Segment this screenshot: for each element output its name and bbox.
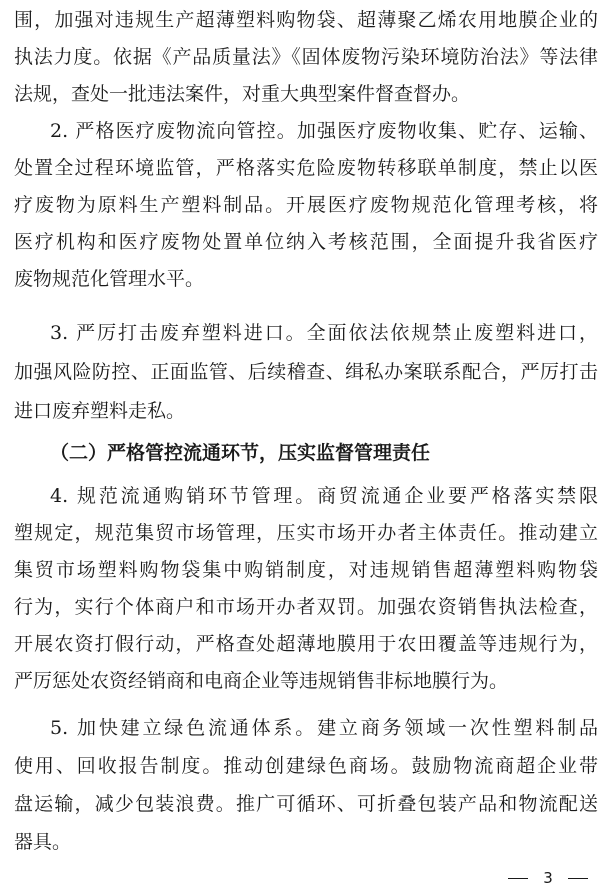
paragraph-line: 加强风险防控、正面监管、后续稽查、缉私办案联系配合，严厉打击 bbox=[14, 361, 598, 383]
paragraph-line: 行为，实行个体商户和市场开办者双罚。加强农资销售执法检查， bbox=[14, 596, 598, 618]
paragraph-line: 使用、回收报告制度。推动创建绿色商场。鼓励物流商超企业带 bbox=[14, 755, 598, 777]
paragraph-line: 废物规范化管理水平。 bbox=[14, 268, 205, 290]
page-number bbox=[508, 868, 588, 888]
paragraph-line: 围，加强对违规生产超薄塑料购物袋、超薄聚乙烯农用地膜企业的 bbox=[14, 9, 598, 31]
paragraph-line: 5. 加快建立绿色流通体系。建立商务领域一次性塑料制品 bbox=[50, 717, 598, 739]
paragraph-line: 3. 严厉打击废弃塑料进口。全面依法依规禁止废塑料进口， bbox=[50, 322, 598, 344]
paragraph-line: 严厉惩处农资经销商和电商企业等违规销售非标地膜行为。 bbox=[14, 670, 509, 692]
paragraph-line: 开展农资打假行动，严格查处超薄地膜用于农田覆盖等违规行为， bbox=[14, 633, 598, 655]
paragraph-line: 执法力度。依据《产品质量法》《固体废物污染环境防治法》等法律 bbox=[14, 46, 598, 68]
paragraph-line: 塑规定，规范集贸市场管理，压实市场开办者主体责任。推动建立 bbox=[14, 522, 598, 544]
paragraph-line: 处置全过程环境监管，严格落实危险废物转移联单制度，禁止以医 bbox=[14, 157, 598, 179]
paragraph-line: 法规，查处一批违法案件，对重大典型案件督查督办。 bbox=[14, 83, 471, 105]
paragraph-line: 集贸市场塑料购物袋集中购销制度，对违规销售超薄塑料购物袋 bbox=[14, 559, 598, 581]
paragraph-line: 4. 规范流通购销环节管理。商贸流通企业要严格落实禁限 bbox=[50, 485, 598, 507]
page-number-value: 3 bbox=[543, 869, 553, 887]
page-number-dash-left bbox=[508, 878, 528, 879]
paragraph-line: 疗废物为原料生产塑料制品。开展医疗废物规范化管理考核，将 bbox=[14, 194, 598, 216]
paragraph-line: 盘运输，减少包装浪费。推广可循环、可折叠包装产品和物流配送 bbox=[14, 793, 598, 815]
section-heading: （二）严格管控流通环节，压实监督管理责任 bbox=[50, 442, 431, 464]
paragraph-line: 医疗机构和医疗废物处置单位纳入考核范围，全面提升我省医疗 bbox=[14, 231, 598, 253]
paragraph-line: 器具。 bbox=[14, 831, 72, 853]
paragraph-line: 2. 严格医疗废物流向管控。加强医疗废物收集、贮存、运输、 bbox=[50, 120, 598, 142]
paragraph-line: 进口废弃塑料走私。 bbox=[14, 400, 186, 422]
page-number-dash-right bbox=[568, 878, 588, 879]
